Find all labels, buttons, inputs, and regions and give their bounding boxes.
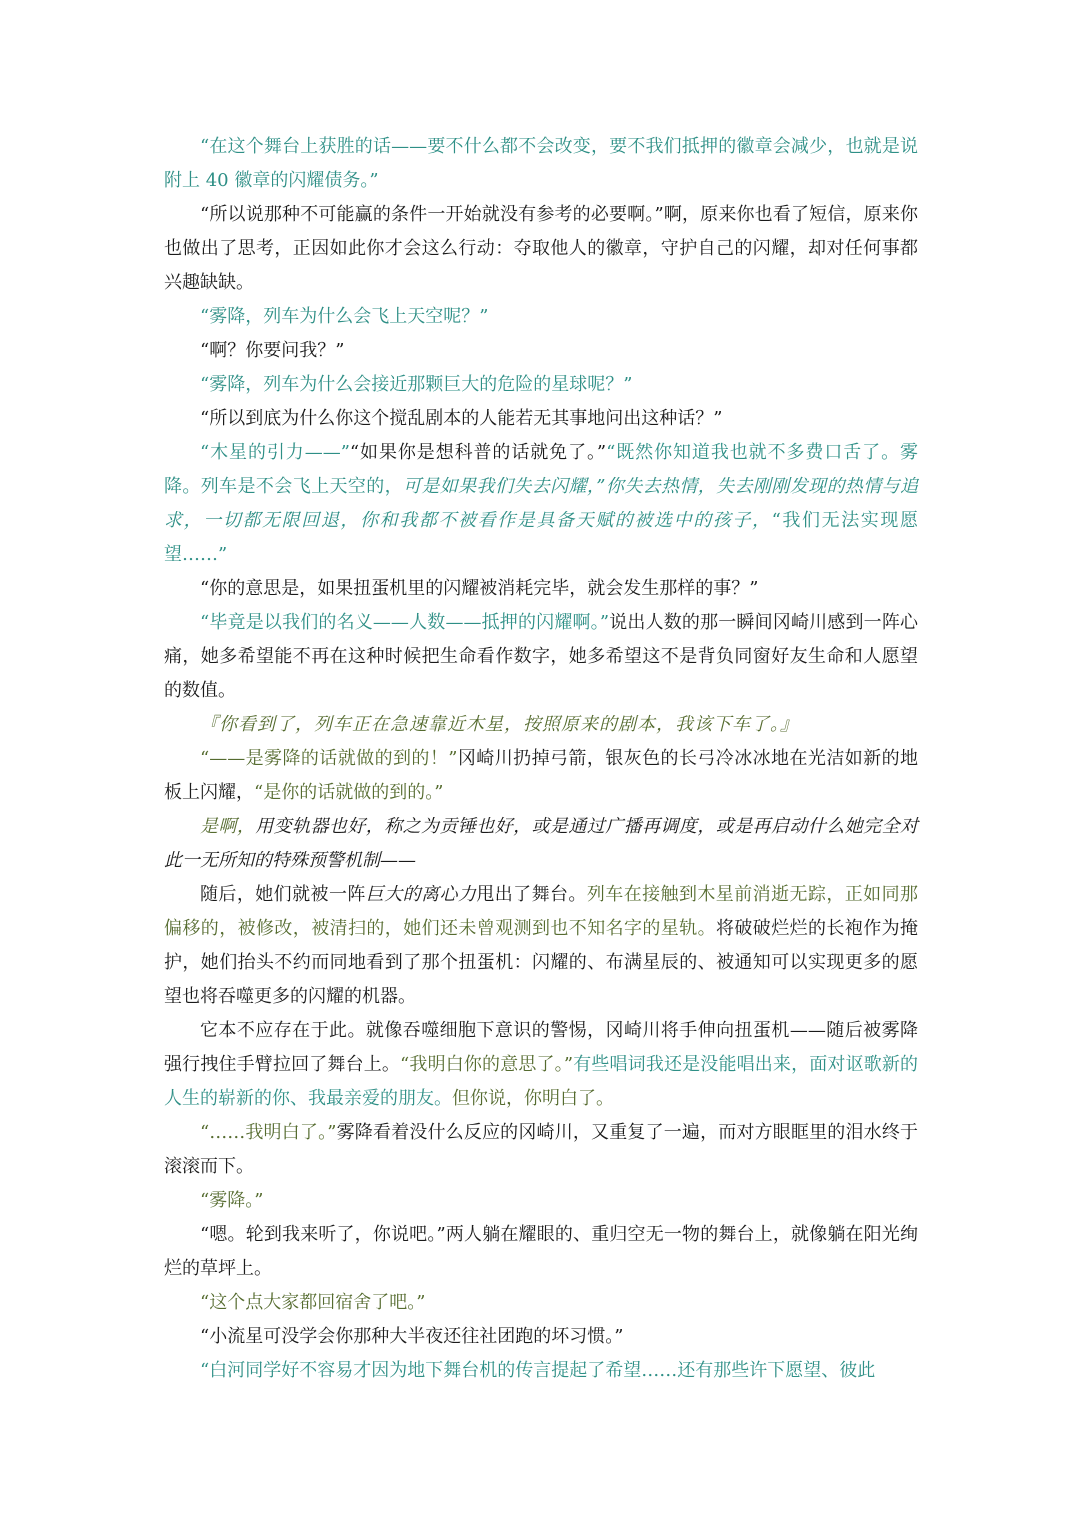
text-run: 啊，原来你也看了短信，原来你也做出了思考，正因如此你才会这么行动：夺取他人的徽章，守护自己的闪耀，却对任何事都兴趣缺缺。 [164,204,918,293]
paragraph [164,1116,918,1184]
paragraph [164,300,918,334]
text-run: “雾降，列车为什么会接近那颗巨大的危险的星球呢？” [200,374,633,395]
paragraph [164,334,918,368]
text-run: 但你说，你明白了。 [452,1088,614,1109]
text-run: “雾降，列车为什么会飞上天空呢？” [200,306,489,327]
text-run: “是你的话就做的到的。” [254,782,444,803]
text-run: “你的意思是，如果扭蛋机里的闪耀被消耗完毕，就会发生那样的事？” [200,578,759,599]
paragraph [164,368,918,402]
text-run: 甩出了舞台。 [476,884,587,905]
text-run: “……我明白了。” [200,1122,337,1143]
text-run: “嗯。轮到我来听了，你说吧。” [200,1224,446,1245]
text-run: “啊？你要问我？” [200,340,345,361]
text-run: 说出人数的那一瞬间冈崎川感到一阵心痛，她多希望能不再在这种时候把生命看作数字，她多希望这不是背负同窗好友生命和人愿望的数值。 [164,612,918,701]
paragraph [164,1354,918,1388]
text-run: 雾降看着没什么反应的冈崎川，又重复了一遍，而对方眼眶里的泪水终于滚滚而下。 [164,1122,919,1177]
text-run: “所以说那种不可能赢的条件一开始就没有参考的必要啊。” [200,204,664,225]
text-run: 是啊， [200,816,256,837]
text-run: 冈崎川扔掉弓箭，银灰色的长弓冷冰冰地在光洁如新的地板上闪耀， [164,748,919,803]
text-run: 用变轨器也好，称之为贡锤也好，或是通过广播再调度，或是再启动什么她完全对此一无所知的特殊预警机制—— [164,816,918,871]
paragraph [164,606,918,708]
text-run: “小流星可没学会你那种大半夜还往社团跑的坏习惯。” [200,1326,624,1347]
text-run: 巨大的离心力 [365,884,477,905]
paragraph [164,198,918,300]
paragraph [164,742,918,810]
paragraph [164,436,918,572]
paragraph [164,1014,918,1116]
text-run: “所以到底为什么你这个搅乱剧本的人能若无其事地问出这种话？” [200,408,723,429]
text-run: “我明白你的意思了。” [400,1054,574,1075]
paragraph [164,402,918,436]
document-body [164,130,918,1388]
text-run: 『你看到了，列车正在急速靠近木星，按照原来的剧本，我该下车了。』 [200,714,799,735]
text-run: “雾降。” [200,1190,264,1211]
paragraph [164,130,918,198]
text-run: “——是雾降的话就做的到的！” [200,748,458,769]
text-run: “毕竟是以我们的名义——人数——抵押的闪耀啊。” [200,612,610,633]
text-run: “在这个舞台上获胜的话——要不什么都不会改变，要不我们抵押的徽章会减少，也就是说附上 40 徽章的闪耀债务。” [164,136,918,191]
text-run: “如果你是想科普的话就免了。” [349,442,607,463]
paragraph [164,878,918,1014]
paragraph [164,1218,918,1286]
text-run: “白河同学好不容易才因为地下舞台机的传言提起了希望……还有那些许下愿望、彼此 [200,1360,876,1381]
text-run: 它本不应存在于此。就像吞噬细胞下意识的警惕，冈崎川将手伸向扭蛋机——随后被雾降强行拽住手臂拉回了舞台上。 [164,1020,918,1075]
text-run: “木星的引力——” [200,442,350,463]
paragraph [164,708,918,742]
paragraph [164,1286,918,1320]
paragraph [164,810,918,878]
text-run: “既然你知道我也就不多费口舌了。雾降。列车是不会飞上天空的， [164,442,919,497]
paragraph [164,1184,918,1218]
text-run: 将破破烂烂的长袍作为掩护，她们抬头不约而同地看到了那个扭蛋机：闪耀的、布满星辰的、被通知可以实现更多的愿望也将吞噬更多的闪耀的机器。 [164,918,918,1007]
text-run: 可是如果我们失去闪耀，”你失去热情，失去刚刚发现的热情与追求，一切都无限回退，你和我都不被看作是具备天赋的被选中的孩子， [164,476,919,531]
text-run: “这个点大家都回宿舍了吧。” [200,1292,426,1313]
text-run: 列车在接触到木星前消逝无踪，正如同那偏移的，被修改，被清扫的，她们还未曾观测到也不知名字的星轨。 [164,884,919,939]
text-run: “我们无法实现愿望……” [164,510,919,565]
paragraph [164,572,918,606]
text-run: 有些唱词我还是没能唱出来，面对讴歌新的人生的崭新的你、我最亲爱的朋友。 [164,1054,919,1109]
text-run: 随后，她们就被一阵 [200,884,366,905]
paragraph [164,1320,918,1354]
text-run: 两人躺在耀眼的、重归空无一物的舞台上，就像躺在阳光绚烂的草坪上。 [164,1224,919,1279]
